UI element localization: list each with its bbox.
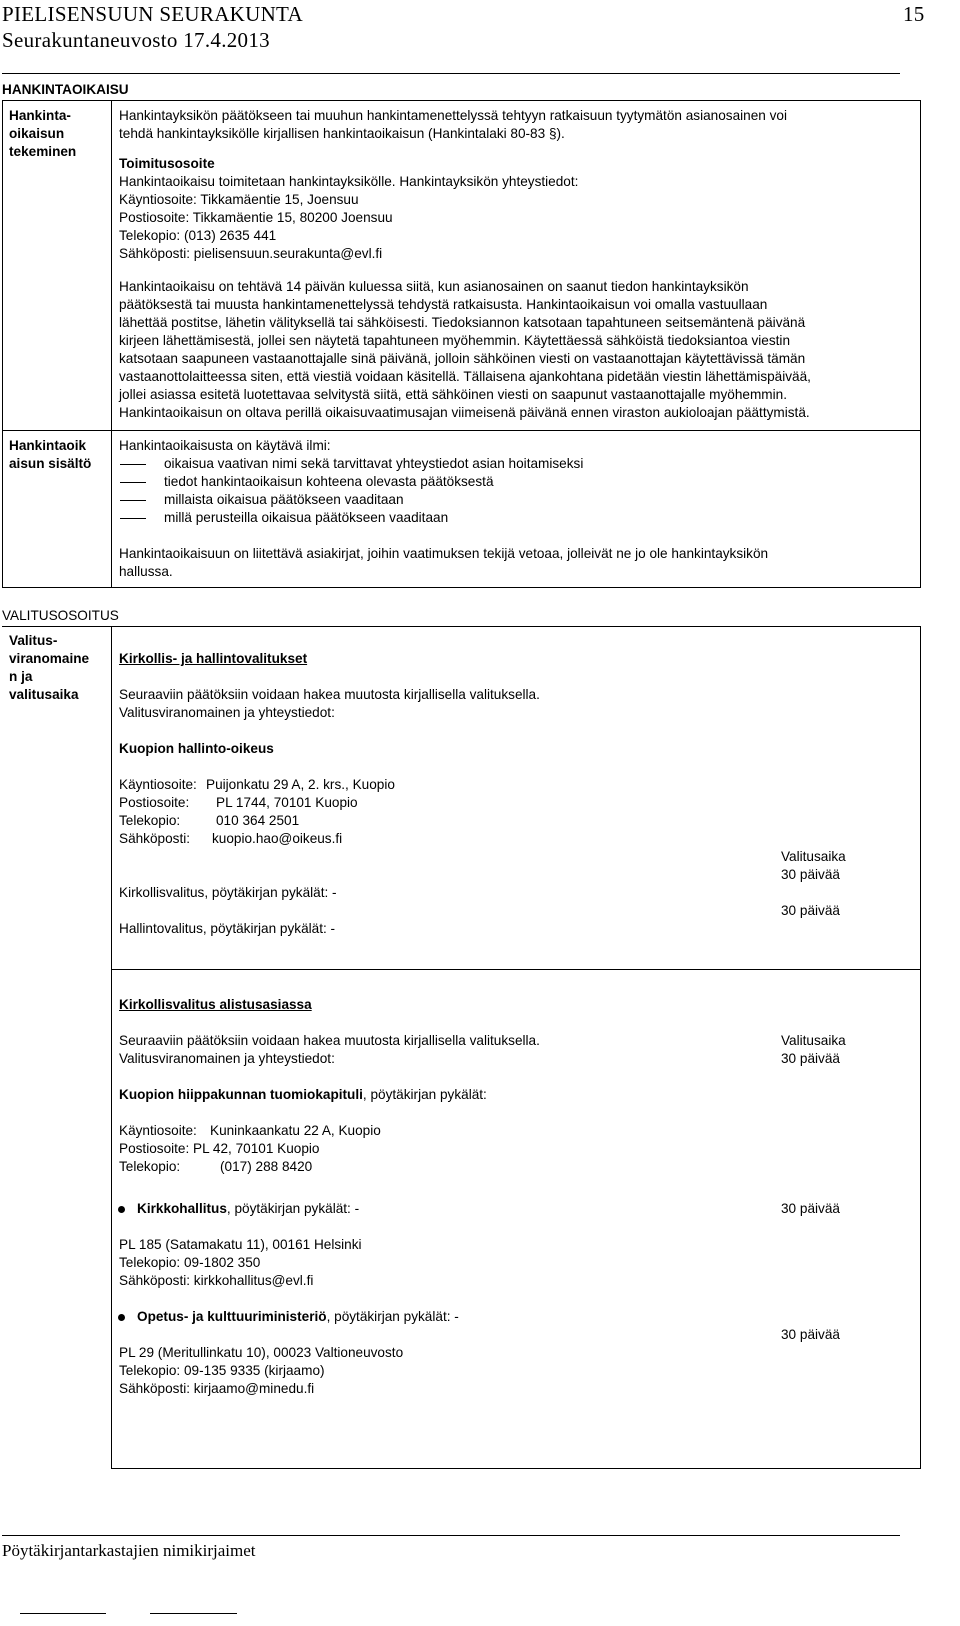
kirkollis-hallintovalitukset-heading: Kirkollis- ja hallintovalitukset — [119, 651, 308, 666]
meeting-title: Seurakuntaneuvosto 17.4.2013 — [2, 28, 270, 52]
opetusministerio-contact: PL 29 (Meritullinkatu 10), 00023 Valtioneuvosto Telekopio: 09-135 9335 (kirjaamo) Sähköposti: kirjaamo@minedu.fi — [119, 1345, 404, 1396]
header-divider — [2, 73, 900, 74]
block1-intro: Seuraaviin päätöksiin voidaan hakea muutosta kirjallisella valituksella. Valitusviranomainen ja yhteystiedot: — [119, 687, 540, 720]
row-label-valitusviranomainen: Valitus- viranomaine n ja valitusaika — [9, 633, 90, 702]
table-top-border — [2, 100, 921, 101]
kirkkohallitus-contact: PL 185 (Satamakatu 11), 00161 Helsinki Telekopio: 09-1802 350 Sähköposti: kirkkohallitus@evl.fi — [119, 1237, 362, 1288]
appeal-table-top-border — [2, 626, 921, 627]
address-block: Hankintaoikaisu toimitetaan hankintayksikölle. Hankintayksikön yhteystiedot: Käyntiosoite: Tikkamäentie 15, Joensuu Postiosoite: Tikkamäentie 15, 80200 Joensuu Telekopio: (013) 2635 441 Sähköposti: pielisensuun.seurakunta@evl.fi — [119, 174, 579, 261]
tuomiokapituli-contact-labels: Käyntiosoite: Postiosoite: Telekopio: — [119, 1123, 197, 1174]
page-number: 15 — [903, 2, 925, 26]
signature-title: Pöytäkirjantarkastajien nimikirjaimet — [2, 1541, 256, 1560]
tuomiokapituli-row: Kuopion hiippakunnan tuomiokapituli, pöytäkirjan pykälät: — [119, 1087, 487, 1102]
valitusaika-header: Valitusaika — [781, 849, 846, 864]
attachments-paragraph: Hankintaoikaisuun on liitettävä asiakirjat, joihin vaatimuksen tekijä vetoaa, jolleivät ne jo ole hankintayksikön hallussa. — [119, 546, 769, 579]
appeal-time: 30 päivää — [781, 1327, 840, 1342]
dash-icon — [120, 518, 146, 519]
kirkollisvalitus-row: Kirkollisvalitus, pöytäkirjan pykälät: - — [119, 885, 337, 900]
authority-contact-values: Puijonkatu 29 A, 2. krs., Kuopio PL 1744, 70101 Kuopio 010 364 2501 kuopio.hao@oikeus.fi — [206, 777, 395, 846]
appeal-table-bottom-border — [111, 1468, 921, 1469]
authority-contact-labels: Käyntiosoite: Postiosoite: Telekopio: Sähköposti: — [119, 777, 197, 846]
appeal-time: 30 päivää — [781, 903, 840, 918]
table-bottom-border — [2, 587, 921, 588]
appeal-time: 30 päivää — [781, 867, 840, 882]
intro-paragraph: Hankintayksikön päätökseen tai muuhun hankintamenettelyssä tehtyyn ratkaisuun tyytymätön asianosainen voi tehdä hankintayksikölle kirjallisen hankintaoikaisun (Hankintalaki 80-83 §). — [119, 108, 787, 141]
valitusaika-header: Valitusaika — [781, 1033, 846, 1048]
signature-line — [150, 1613, 237, 1614]
valitusosoitus-section-title: VALITUSOSOITUS — [2, 608, 119, 623]
authority-name: Kuopion hallinto-oikeus — [119, 741, 274, 756]
kirkkohallitus-row: Kirkkohallitus, pöytäkirjan pykälät: - — [119, 1200, 359, 1218]
organization-name: PIELISENSUUN SEURAKUNTA — [2, 2, 303, 26]
content-intro: Hankintaoikaisusta on käytävä ilmi: — [119, 438, 331, 453]
appeal-table-right-border — [920, 626, 921, 1469]
table-right-border — [920, 100, 921, 588]
kirkollisvalitus-alistusasiassa-heading: Kirkollisvalitus alistusasiassa — [119, 997, 312, 1012]
appeal-table-column-divider — [111, 626, 112, 1469]
dash-icon — [120, 500, 146, 501]
appeal-time: 30 päivää — [781, 1051, 840, 1066]
signature-line — [20, 1613, 106, 1614]
deadline-paragraph: Hankintaoikaisu on tehtävä 14 päivän kuluessa siitä, kun asianosainen on saanut tiedon hankintayksikön päätöksestä tai muusta hankintamenettelyssä tehdystä ratkaisusta. Hankintaoikaisun voi omalla vastuullaan lähettää postitse, lähetin välityksellä tai sähköisesti. Tiedoksiannon katsotaan tapahtuneen seitsemäntenä päivänä kirjeen lähettämisestä, jollei sen näytetä tapahtuneen myöhemmin. Käytettäessä sähköistä tiedoksiantoa viestin katsotaan saapuneen vastaanottajalle sinä päivänä, jolloin sähköinen viesti on vastaanottajan käytettävissä tämän vastaanottolaitteessa siten, että viestiä voidaan käsitellä. Tällaisena ajankohtana pidetään viestin lähettämispäivää, jollei asiassa esitetä luotettavaa selvitystä siitä, että sähköinen viesti on saapunut vastaanottajalle myöhemmin. Hankintaoikaisun on oltava perillä oikaisuvaatimusajan viimeisenä päivänä ennen viraston aukioloajan päättymistä. — [119, 279, 811, 420]
appeal-time: 30 päivää — [781, 1201, 840, 1216]
row-label-hankintaoikaisun-sisalto: Hankintaoik aisun sisältö — [9, 438, 92, 471]
tuomiokapituli-contact-values: Kuninkaankatu 22 A, Kuopio PL 42, 70101 Kuopio (017) 288 8420 — [193, 1123, 381, 1174]
bullet-icon — [118, 1314, 125, 1321]
footer-divider — [2, 1535, 900, 1536]
table-column-divider — [111, 100, 112, 588]
hankintaoikaisu-section-title: HANKINTAOIKAISU — [2, 82, 129, 97]
table-row-divider — [2, 430, 921, 431]
bullet-icon — [118, 1206, 125, 1213]
dash-icon — [120, 464, 146, 465]
toimitusosoite-heading: Toimitusosoite — [119, 156, 215, 171]
table-left-border — [2, 100, 3, 588]
block2-intro: Seuraaviin päätöksiin voidaan hakea muutosta kirjallisella valituksella. Valitusviranomainen ja yhteystiedot: — [119, 1033, 540, 1066]
opetusministerio-row: Opetus- ja kulttuuriministeriö, pöytäkirjan pykälät: - — [119, 1308, 459, 1326]
hallintovalitus-row: Hallintovalitus, pöytäkirjan pykälät: - — [119, 921, 336, 936]
appeal-block-divider — [111, 969, 921, 970]
row-label-hankintaoikaisun-tekeminen: Hankinta- oikaisun tekeminen — [9, 108, 77, 159]
dash-icon — [120, 482, 146, 483]
